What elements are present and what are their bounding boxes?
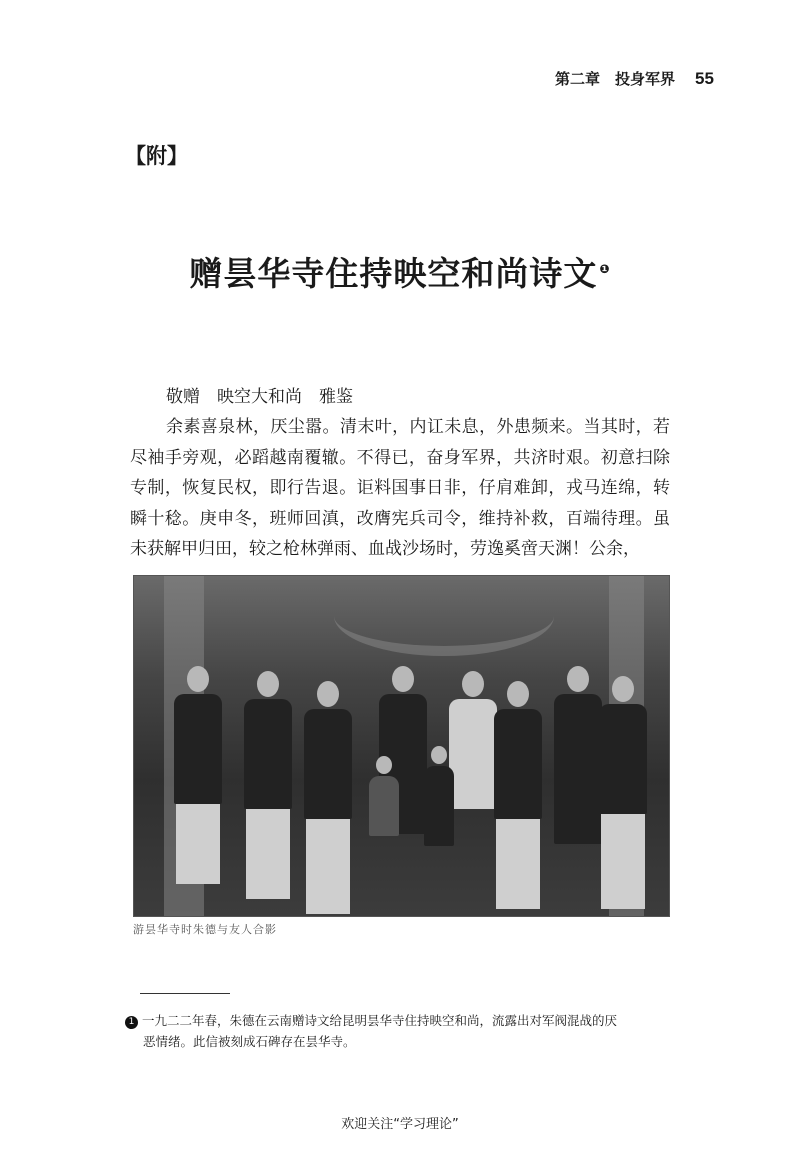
letter-paragraph: 余素喜泉林，厌尘嚣。清末叶，内讧未息，外患频来。当其时，若尽袖手旁观，必蹈越南覆辙。不得已，奋身军界，共济时艰。初意扫除专制，恢复民权，即行告退。讵料国事日非，仔肩难卸，戎马连绵，转瞬十稔。庚申冬，班师回滇，改膺宪兵司令，维持补救，百端待理。虽未获解甲归田，较之枪林弹雨、血战沙场时，劳逸奚啻天渊！公余， [130,417,670,560]
photo-person [244,671,292,899]
article-title-text: 赠昙华寺住持映空和尚诗文 [189,254,598,293]
photo-person [304,681,352,914]
photo-person [494,681,542,909]
bottom-note: 欢迎关注“学习理论” [341,1117,459,1132]
photo-person [449,671,497,809]
footnote-line-2: 恶情绪。此信被刻成石碑存在昙华寺。 [143,1034,356,1049]
article-title [0,248,800,295]
footnote-number: 1 [125,1016,138,1029]
photo-arch [334,576,554,656]
group-photo [133,575,670,917]
photo-caption: 游昙华寺时朱德与友人合影 [133,923,277,936]
appendix-label: 【附】 [125,144,188,168]
photo-person [599,676,647,909]
footnote [125,1010,685,1052]
letter-body [130,382,670,564]
photo-child [424,746,454,846]
footnote-reference: ❶ [599,262,611,276]
photo-person [554,666,602,844]
running-header [555,68,735,94]
page-number: 55 [695,69,714,88]
photo-child [369,756,399,836]
letter-salutation: 敬赠 映空大和尚 雅鉴 [166,387,353,407]
footnote-line-1: 一九二二年春，朱德在云南赠诗文给昆明昙华寺住持映空和尚，流露出对军阀混战的厌 [142,1013,618,1028]
chapter-title: 第二章 投身军界 [555,70,676,88]
photo-person [174,666,222,884]
footnote-divider [140,993,230,994]
